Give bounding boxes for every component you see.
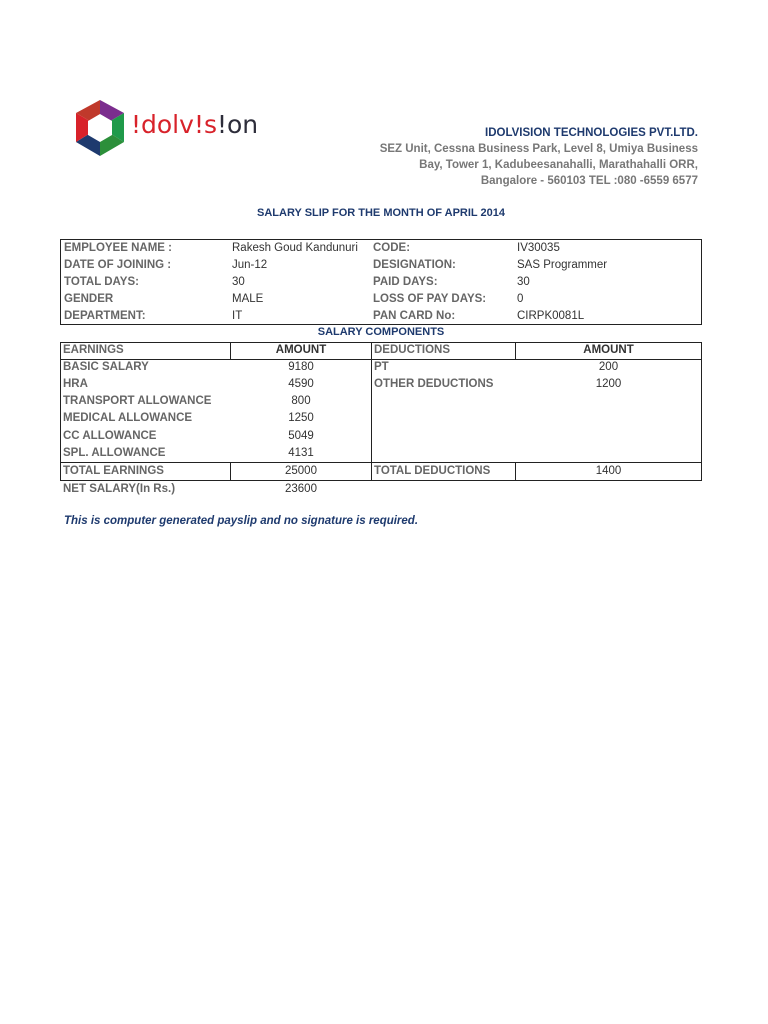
info-label: TOTAL DAYS: — [64, 276, 139, 288]
employee-info-row — [61, 257, 701, 274]
deduction-name: PT — [374, 361, 389, 373]
earning-amount: 9180 — [288, 361, 314, 373]
deduction-amount: 200 — [598, 361, 619, 373]
info-value: SAS Programmer — [517, 259, 608, 271]
info-value: CIRPK0081L — [517, 310, 585, 322]
earning-name: HRA — [63, 378, 88, 390]
deductions-header: DEDUCTIONS — [374, 344, 451, 356]
earning-amount: 4590 — [288, 378, 314, 390]
earning-amount: 5049 — [288, 430, 314, 442]
deduction-name: OTHER DEDUCTIONS — [374, 378, 494, 390]
info-label: DEPARTMENT: — [64, 310, 146, 322]
logo-wordmark: !dolv!s!on — [131, 110, 259, 139]
employee-info-row — [61, 274, 701, 291]
info-label: DATE OF JOINING : — [64, 259, 172, 271]
info-value: IV30035 — [517, 242, 560, 254]
info-label: PAID DAYS: — [373, 276, 438, 288]
slip-title: SALARY SLIP FOR THE MONTH OF APRIL 2014 — [257, 207, 505, 219]
info-label: LOSS OF PAY DAYS: — [373, 293, 487, 305]
company-address-line-3: Bangalore - 560103 TEL :080 -6559 6577 — [480, 175, 698, 187]
info-label: GENDER — [64, 293, 114, 305]
info-value: Rakesh Goud Kandunuri — [232, 242, 358, 254]
total-earnings-label: TOTAL EARNINGS — [63, 465, 164, 477]
info-value: 30 — [517, 276, 530, 288]
earnings-amount-header: AMOUNT — [275, 344, 327, 356]
employee-info-row — [61, 291, 701, 308]
earning-name: BASIC SALARY — [63, 361, 149, 373]
info-label: PAN CARD No: — [373, 310, 456, 322]
earning-amount: 4131 — [288, 447, 314, 459]
info-label: CODE: — [373, 242, 411, 254]
deduction-amount: 1200 — [595, 378, 622, 390]
computer-generated-note: This is computer generated payslip and no signature is required. — [64, 515, 419, 527]
info-value: MALE — [232, 293, 264, 305]
info-label: DESIGNATION: — [373, 259, 456, 271]
employee-info-row — [61, 308, 701, 325]
earnings-header: EARNINGS — [63, 344, 124, 356]
hexagon-logo-icon — [76, 100, 124, 156]
earning-name: CC ALLOWANCE — [63, 430, 157, 442]
total-deductions-value: 1400 — [595, 465, 622, 477]
employee-info-table — [60, 239, 702, 325]
net-salary-label: NET SALARY(In Rs.) — [63, 483, 176, 495]
info-value: 30 — [232, 276, 245, 288]
column-divider — [371, 359, 372, 463]
info-value: 0 — [517, 293, 524, 305]
employee-info-row — [61, 240, 701, 257]
info-value: IT — [232, 310, 243, 322]
earning-amount: 1250 — [288, 412, 314, 424]
company-address-line-2: Bay, Tower 1, Kadubeesanahalli, Marathahalli ORR, — [419, 159, 698, 171]
total-deductions-label: TOTAL DEDUCTIONS — [374, 465, 491, 477]
deductions-amount-header: AMOUNT — [583, 344, 634, 356]
earning-amount: 800 — [291, 395, 311, 407]
salary-components-title: SALARY COMPONENTS — [317, 326, 445, 338]
company-header — [380, 126, 698, 189]
earning-name: SPL. ALLOWANCE — [63, 447, 166, 459]
net-salary-value: 23600 — [285, 483, 317, 495]
info-label: EMPLOYEE NAME : — [64, 242, 172, 254]
total-earnings-value: 25000 — [285, 465, 317, 477]
earning-name: TRANSPORT ALLOWANCE — [63, 395, 212, 407]
company-address-line-1: SEZ Unit, Cessna Business Park, Level 8, Umiya Business — [379, 143, 698, 155]
earning-name: MEDICAL ALLOWANCE — [63, 412, 193, 424]
info-value: Jun-12 — [232, 259, 268, 271]
company-name: IDOLVISION TECHNOLOGIES PVT.LTD. — [485, 127, 698, 139]
